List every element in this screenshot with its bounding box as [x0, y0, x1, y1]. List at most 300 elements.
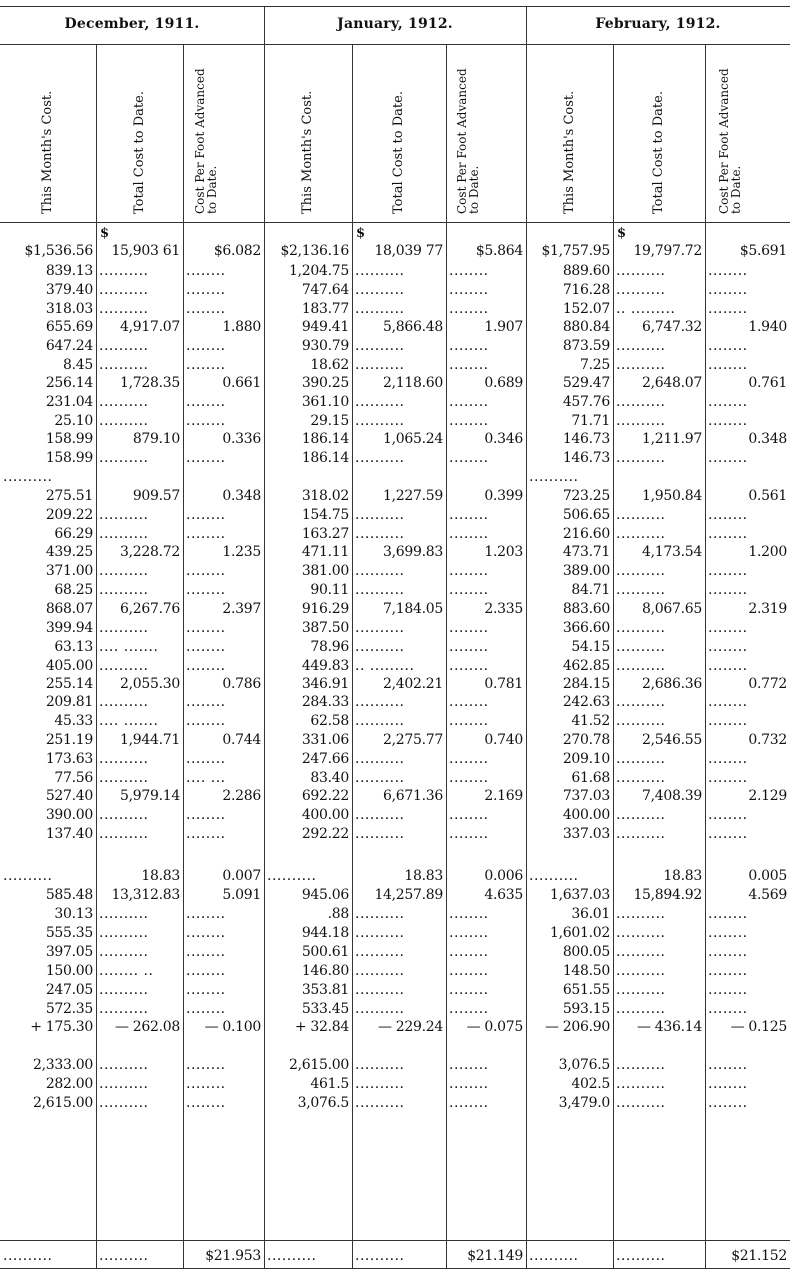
- table-cell: ..........: [99, 563, 149, 579]
- table-cell: ........: [708, 807, 748, 823]
- table-cell: — 0.100: [204, 1019, 261, 1035]
- table-cell: ..........: [99, 826, 149, 842]
- table-cell: ........: [186, 925, 226, 941]
- table-cell: ........: [186, 263, 226, 279]
- column-header: [183, 38, 264, 218]
- table-cell: ..........: [99, 1076, 149, 1092]
- column-header: [705, 38, 790, 218]
- table-cell: 1,637.03: [550, 887, 610, 903]
- table-cell: 868.07: [45, 601, 93, 617]
- table-cell: $5.691: [739, 243, 787, 259]
- table-cell: ........: [449, 526, 489, 542]
- table-cell: 3,076.5: [558, 1057, 610, 1073]
- table-cell: ..........: [355, 450, 405, 466]
- table-cell: $1,757.95: [541, 243, 610, 259]
- table-cell: 7.25: [580, 357, 610, 373]
- table-cell: ........: [449, 807, 489, 823]
- column-header-label: Total Cost to Date.: [391, 91, 406, 214]
- table-cell: ........: [708, 620, 748, 636]
- table-cell: 1,950.84: [642, 488, 702, 504]
- table-cell: 14,257.89: [374, 887, 443, 903]
- table-cell: ..........: [616, 826, 666, 842]
- total-rule: [0, 1240, 790, 1241]
- table-cell: 18.62: [310, 357, 349, 373]
- table-cell: 163.27: [301, 526, 349, 542]
- table-cell: ........: [449, 1076, 489, 1092]
- table-cell: ........: [708, 450, 748, 466]
- table-cell: ........: [708, 282, 748, 298]
- table-cell: ........: [708, 1095, 748, 1111]
- table-cell: 1,944.71: [120, 732, 180, 748]
- table-cell: 1.235: [222, 544, 261, 560]
- dollar-sign: $: [617, 226, 627, 241]
- table-cell: 45.33: [54, 713, 93, 729]
- group-title-february: February, 1912.: [595, 16, 721, 32]
- table-cell: ........: [708, 1057, 748, 1073]
- table-cell: 6,267.76: [120, 601, 180, 617]
- table-cell: 4.569: [748, 887, 787, 903]
- table-cell: ........: [449, 713, 489, 729]
- table-cell: ........: [186, 751, 226, 767]
- table-cell: .. .........: [616, 301, 676, 317]
- table-cell: 883.60: [562, 601, 610, 617]
- table-cell: 71.71: [571, 413, 610, 429]
- table-cell: 2.129: [748, 788, 787, 804]
- table-cell: ........: [449, 906, 489, 922]
- table-cell: ..........: [355, 639, 405, 655]
- table-cell: ........: [449, 639, 489, 655]
- column-rule: [613, 44, 614, 1268]
- table-cell: ........: [449, 694, 489, 710]
- table-cell: ..........: [99, 694, 149, 710]
- table-cell: ..........: [267, 868, 317, 884]
- table-cell: 1,728.35: [120, 375, 180, 391]
- table-cell: ........: [186, 620, 226, 636]
- table-cell: — 262.08: [114, 1019, 180, 1035]
- table-cell: ..........: [355, 1076, 405, 1092]
- table-cell: ..........: [355, 282, 405, 298]
- column-header-label: This Month's Cost.: [40, 90, 55, 214]
- table-cell: ........: [186, 826, 226, 842]
- table-cell: 0.561: [748, 488, 787, 504]
- table-cell: 949.41: [301, 319, 349, 335]
- table-cell: 361.10: [301, 394, 349, 410]
- column-header: [446, 38, 526, 218]
- table-cell: ........: [449, 751, 489, 767]
- table-cell: ..........: [355, 394, 405, 410]
- table-cell: ..........: [616, 713, 666, 729]
- group-title-december: December, 1911.: [64, 16, 200, 32]
- table-cell: ..........: [616, 639, 666, 655]
- table-cell: 84.71: [571, 582, 610, 598]
- table-cell: 7,184.05: [383, 601, 443, 617]
- column-rule: [96, 44, 97, 1268]
- table-cell: ........: [449, 282, 489, 298]
- table-cell: 692.22: [301, 788, 349, 804]
- table-cell: 387.50: [301, 620, 349, 636]
- table-cell: 2,055.30: [120, 676, 180, 692]
- table-cell: ..........: [355, 526, 405, 542]
- table-cell: 282.00: [45, 1076, 93, 1092]
- table-cell: ..........: [99, 658, 149, 674]
- table-cell: 0.348: [748, 431, 787, 447]
- table-cell: 63.13: [54, 639, 93, 655]
- table-cell: 0.005: [748, 868, 787, 884]
- table-cell: 0.761: [748, 375, 787, 391]
- table-cell: — 436.14: [636, 1019, 702, 1035]
- bottom-rule: [0, 1268, 790, 1269]
- table-cell: 148.50: [562, 963, 610, 979]
- table-cell: 137.40: [45, 826, 93, 842]
- table-cell: ........: [186, 807, 226, 823]
- table-cell: 1.907: [484, 319, 523, 335]
- table-cell: 2.397: [222, 601, 261, 617]
- table-cell: 390.00: [45, 807, 93, 823]
- table-cell: ..........: [355, 263, 405, 279]
- table-cell: 399.94: [45, 620, 93, 636]
- table-cell: ........: [708, 413, 748, 429]
- table-cell: ........: [708, 751, 748, 767]
- table-cell: 19,797.72: [633, 243, 702, 259]
- table-cell: ..........: [355, 751, 405, 767]
- table-cell: 1.203: [484, 544, 523, 560]
- table-cell: ........: [708, 526, 748, 542]
- table-cell: 15,894.92: [633, 887, 702, 903]
- table-cell: 655.69: [45, 319, 93, 335]
- column-header-label: Cost Per Foot Advanced to Date.: [455, 68, 481, 214]
- table-cell: + 175.30: [30, 1019, 93, 1035]
- table-cell: 68.25: [54, 582, 93, 598]
- table-cell: ..........: [616, 807, 666, 823]
- table-cell: ..........: [616, 658, 666, 674]
- table-cell: 0.689: [484, 375, 523, 391]
- table-cell: ..........: [616, 526, 666, 542]
- table-cell: 5,979.14: [120, 788, 180, 804]
- table-cell: 471.11: [301, 544, 349, 560]
- table-cell: ..........: [616, 1057, 666, 1073]
- table-cell: ..........: [616, 563, 666, 579]
- table-cell: ........: [186, 982, 226, 998]
- table-cell: 400.00: [562, 807, 610, 823]
- group-title-january: January, 1912.: [337, 16, 453, 32]
- table-cell: ..........: [99, 357, 149, 373]
- table-cell: 0.336: [222, 431, 261, 447]
- table-cell: ........: [708, 925, 748, 941]
- table-cell: 0.744: [222, 732, 261, 748]
- table-cell: ........: [449, 338, 489, 354]
- table-cell: 3,228.72: [120, 544, 180, 560]
- table-cell: 154.75: [301, 507, 349, 523]
- table-cell: 873.59: [562, 338, 610, 354]
- table-cell: 331.06: [301, 732, 349, 748]
- table-cell: .. .........: [355, 658, 415, 674]
- table-cell: ........: [186, 1001, 226, 1017]
- table-cell: ..........: [99, 770, 149, 786]
- table-cell: 572.35: [45, 1001, 93, 1017]
- table-cell: ..........: [529, 1248, 579, 1264]
- table-cell: ........: [708, 301, 748, 317]
- table-cell: ..........: [99, 582, 149, 598]
- table-cell: ........: [708, 694, 748, 710]
- table-cell: ........: [186, 658, 226, 674]
- table-cell: ..........: [355, 1057, 405, 1073]
- table-cell: 318.02: [301, 488, 349, 504]
- table-cell: ..........: [355, 982, 405, 998]
- table-cell: 2,546.55: [642, 732, 702, 748]
- table-cell: 337.03: [562, 826, 610, 842]
- table-cell: 15,903 61: [111, 243, 180, 259]
- table-cell: 880.84: [562, 319, 610, 335]
- table-cell: ..........: [99, 1095, 149, 1111]
- table-cell: 839.13: [45, 263, 93, 279]
- table-cell: 173.63: [45, 751, 93, 767]
- table-cell: ........: [186, 944, 226, 960]
- table-cell: ..........: [355, 807, 405, 823]
- table-cell: 916.29: [301, 601, 349, 617]
- table-cell: 62.58: [310, 713, 349, 729]
- table-cell: ........: [449, 357, 489, 373]
- table-cell: 405.00: [45, 658, 93, 674]
- table-cell: ........: [186, 639, 226, 655]
- table-cell: 18.83: [663, 868, 702, 884]
- table-cell: 7,408.39: [642, 788, 702, 804]
- table-cell: ........: [186, 563, 226, 579]
- column-header: [264, 38, 352, 218]
- table-cell: 3,076.5: [297, 1095, 349, 1111]
- table-cell: ........: [449, 982, 489, 998]
- table-cell: 90.11: [310, 582, 349, 598]
- table-cell: ........: [449, 1001, 489, 1017]
- table-cell: 2,615.00: [289, 1057, 349, 1073]
- column-header: [352, 38, 446, 218]
- table-cell: ..........: [355, 338, 405, 354]
- column-header-label: Cost Per Foot Advanced to Date.: [716, 68, 743, 214]
- table-cell: 716.28: [562, 282, 610, 298]
- table-cell: ........: [708, 770, 748, 786]
- table-cell: 449.83: [301, 658, 349, 674]
- top-rule: [0, 6, 790, 7]
- column-rule: [352, 44, 353, 1268]
- column-header-label: Total Cost to Date.: [651, 91, 666, 214]
- table-cell: 945.06: [301, 887, 349, 903]
- table-cell: 379.40: [45, 282, 93, 298]
- table-cell: 500.61: [301, 944, 349, 960]
- table-cell: ..........: [616, 694, 666, 710]
- table-cell: 1.200: [748, 544, 787, 560]
- table-cell: 2.335: [484, 601, 523, 617]
- table-cell: .... .......: [99, 639, 159, 655]
- table-cell: 41.52: [571, 713, 610, 729]
- column-rule: [446, 44, 447, 1268]
- table-cell: ..........: [616, 263, 666, 279]
- table-cell: ........: [186, 1057, 226, 1073]
- table-cell: 0.007: [222, 868, 261, 884]
- table-cell: 0.661: [222, 375, 261, 391]
- table-cell: ..........: [355, 826, 405, 842]
- table-cell: ..........: [99, 507, 149, 523]
- table-cell: ..........: [355, 413, 405, 429]
- table-cell: 0.399: [484, 488, 523, 504]
- table-cell: 256.14: [45, 375, 93, 391]
- table-cell: 3,699.83: [383, 544, 443, 560]
- table-cell: ..........: [99, 944, 149, 960]
- table-cell: $6.082: [213, 243, 261, 259]
- table-cell: ........: [708, 826, 748, 842]
- table-cell: ........: [708, 357, 748, 373]
- table-cell: 255.14: [45, 676, 93, 692]
- table-cell: ........: [186, 713, 226, 729]
- table-cell: ..........: [99, 982, 149, 998]
- table-cell: 8.45: [63, 357, 93, 373]
- table-cell: 158.99: [45, 450, 93, 466]
- table-cell: 0.786: [222, 676, 261, 692]
- table-cell: ........: [186, 413, 226, 429]
- table-cell: 346.91: [301, 676, 349, 692]
- table-cell: 371.00: [45, 563, 93, 579]
- table-cell: 8,067.65: [642, 601, 702, 617]
- table-cell: 529.47: [562, 375, 610, 391]
- table-cell: ..........: [616, 1248, 666, 1264]
- table-cell: ..........: [355, 944, 405, 960]
- table-cell: .... ...: [186, 770, 226, 786]
- table-cell: 2.169: [484, 788, 523, 804]
- table-cell: 318.03: [45, 301, 93, 317]
- table-cell: 186.14: [301, 450, 349, 466]
- table-cell: 0.772: [748, 676, 787, 692]
- table-cell: ..........: [355, 925, 405, 941]
- table-cell: ..........: [616, 394, 666, 410]
- table-cell: 930.79: [301, 338, 349, 354]
- dollar-sign: $: [100, 226, 110, 241]
- column-header-label: This Month's Cost.: [300, 90, 315, 214]
- table-cell: 2,118.60: [383, 375, 443, 391]
- table-cell: ........: [449, 582, 489, 598]
- table-cell: 77.56: [54, 770, 93, 786]
- table-cell: 737.03: [562, 788, 610, 804]
- column-header: [96, 38, 183, 218]
- table-cell: ........: [708, 982, 748, 998]
- table-cell: ..........: [99, 301, 149, 317]
- table-cell: 5.091: [222, 887, 261, 903]
- table-cell: ..........: [3, 1248, 53, 1264]
- table-cell: 723.25: [562, 488, 610, 504]
- table-cell: 389.00: [562, 563, 610, 579]
- table-cell: ..........: [355, 906, 405, 922]
- table-cell: 150.00: [45, 963, 93, 979]
- table-cell: ........: [708, 1076, 748, 1092]
- table-cell: 18,039 77: [374, 243, 443, 259]
- column-header-label: This Month's Cost.: [561, 90, 577, 214]
- column-header: [613, 38, 705, 218]
- table-cell: 533.45: [301, 1001, 349, 1017]
- table-cell: 2.286: [222, 788, 261, 804]
- table-cell: $21.953: [205, 1248, 261, 1264]
- table-cell: ..........: [616, 1095, 666, 1111]
- column-rule: [183, 44, 184, 1268]
- table-cell: ........: [708, 944, 748, 960]
- table-cell: ........: [708, 338, 748, 354]
- table-cell: .... .......: [99, 713, 159, 729]
- table-cell: 1,065.24: [383, 431, 443, 447]
- table-cell: ..........: [355, 1248, 405, 1264]
- table-cell: ..........: [3, 868, 53, 884]
- table-cell: 2,648.07: [642, 375, 702, 391]
- table-cell: ..........: [355, 301, 405, 317]
- table-cell: ..........: [616, 282, 666, 298]
- column-header-label: Total Cost to Date.: [131, 91, 147, 214]
- table-cell: ........: [449, 413, 489, 429]
- table-cell: ..........: [616, 1001, 666, 1017]
- table-cell: 158.99: [45, 431, 93, 447]
- table-cell: 527.40: [45, 788, 93, 804]
- table-cell: 270.78: [562, 732, 610, 748]
- table-cell: ........: [449, 826, 489, 842]
- table-cell: 647.24: [45, 338, 93, 354]
- table-cell: 473.71: [562, 544, 610, 560]
- table-cell: $21.149: [467, 1248, 523, 1264]
- table-cell: ..........: [355, 770, 405, 786]
- table-cell: 457.76: [562, 394, 610, 410]
- table-cell: ..........: [355, 713, 405, 729]
- table-cell: 1,227.59: [383, 488, 443, 504]
- table-cell: 292.22: [301, 826, 349, 842]
- table-cell: 1,601.02: [550, 925, 610, 941]
- table-cell: 183.77: [301, 301, 349, 317]
- table-cell: .88: [327, 906, 349, 922]
- header-bottom-rule: [0, 222, 790, 223]
- table-cell: 0.006: [484, 868, 523, 884]
- table-cell: 13,312.83: [111, 887, 180, 903]
- table-cell: 209.22: [45, 507, 93, 523]
- table-cell: 284.15: [562, 676, 610, 692]
- table-cell: 585.48: [45, 887, 93, 903]
- table-cell: $2,136.16: [280, 243, 349, 259]
- table-cell: 6,747.32: [642, 319, 702, 335]
- column-header-label: Cost Per Foot Advanced to Date.: [192, 68, 219, 214]
- table-cell: ..........: [99, 620, 149, 636]
- table-cell: ........: [186, 301, 226, 317]
- table-cell: ..........: [529, 868, 579, 884]
- table-cell: ..........: [355, 563, 405, 579]
- table-cell: ..........: [616, 751, 666, 767]
- table-cell: 747.64: [301, 282, 349, 298]
- table-cell: ..........: [616, 582, 666, 598]
- table-cell: 247.05: [45, 982, 93, 998]
- table-cell: 152.07: [562, 301, 610, 317]
- table-cell: ..........: [616, 770, 666, 786]
- table-cell: 54.15: [571, 639, 610, 655]
- table-cell: + 32.84: [294, 1019, 349, 1035]
- table-cell: 36.01: [571, 906, 610, 922]
- table-cell: ........: [449, 620, 489, 636]
- table-cell: ........: [449, 770, 489, 786]
- table-cell: ........ ..: [99, 963, 154, 979]
- table-cell: ..........: [99, 751, 149, 767]
- table-cell: 4.635: [484, 887, 523, 903]
- table-cell: ..........: [99, 1001, 149, 1017]
- table-cell: ..........: [616, 982, 666, 998]
- table-cell: — 229.24: [377, 1019, 443, 1035]
- table-cell: ........: [708, 963, 748, 979]
- column-header: [0, 38, 96, 218]
- table-cell: ..........: [616, 944, 666, 960]
- table-cell: 593.15: [562, 1001, 610, 1017]
- table-cell: ........: [186, 357, 226, 373]
- table-cell: ..........: [616, 413, 666, 429]
- table-cell: ..........: [99, 263, 149, 279]
- table-cell: ..........: [267, 1248, 317, 1264]
- table-cell: 889.60: [562, 263, 610, 279]
